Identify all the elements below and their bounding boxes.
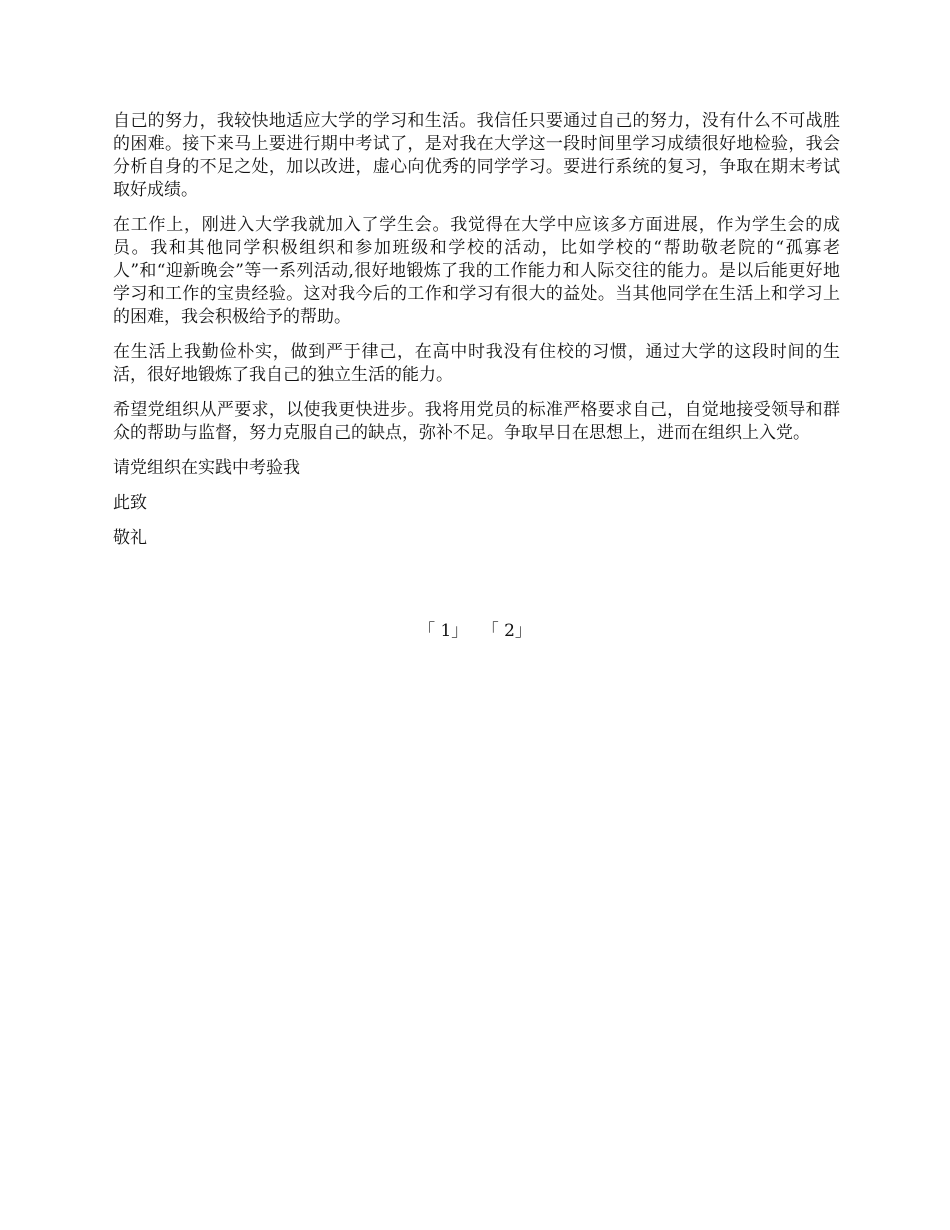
paragraph-work: 在工作上，刚进入大学我就加入了学生会。我觉得在大学中应该多方面进展，作为学生会的成员。我和其他同学积极组织和参加班级和学校的活动，比如学校的“帮助敬老院的“孤寡老人”和“迎新晚会”等一系列活动,很好地锻炼了我的工作能力和人际交往的能力。是以后能更好地学习和工作的宝贵经验。这对我今后的工作和学习有很大的益处。当其他同学在生活上和学习上的困难，我会积极给予的帮助。 — [113, 215, 840, 327]
paragraph-study: 自己的努力，我较快地适应大学的学习和生活。我信任只要通过自己的努力，没有什么不可战胜的困难。接下来马上要进行期中考试了，是对我在大学这一段时间里学习成绩很好地检验，我会分析自身的不足之处，加以改进，虚心向优秀的同学学习。要进行系统的复习，争取在期末考试取好成绩。 — [113, 111, 840, 200]
page-link-2[interactable]: 「 2」 — [481, 621, 532, 641]
document-body — [113, 110, 840, 562]
paragraph-life: 在生活上我勤俭朴实，做到严于律己，在高中时我没有住校的习惯，通过大学的这段时间的生活，很好地锻炼了我自己的独立生活的能力。 — [113, 342, 840, 385]
paragraph-hope: 希望党组织从严要求，以使我更快进步。我将用党员的标准严格要求自己，自觉地接受领导和群众的帮助与监督，努力克服自己的缺点，弥补不足。争取早日在思想上，进而在组织上入党。 — [113, 400, 840, 443]
salutation-jingli: 敬礼 — [113, 528, 147, 548]
page-link-1[interactable]: 「 1」 — [418, 621, 469, 641]
pagination — [0, 620, 950, 643]
closing-request: 请党组织在实践中考验我 — [113, 458, 300, 478]
salutation-cizhi: 此致 — [113, 493, 147, 513]
